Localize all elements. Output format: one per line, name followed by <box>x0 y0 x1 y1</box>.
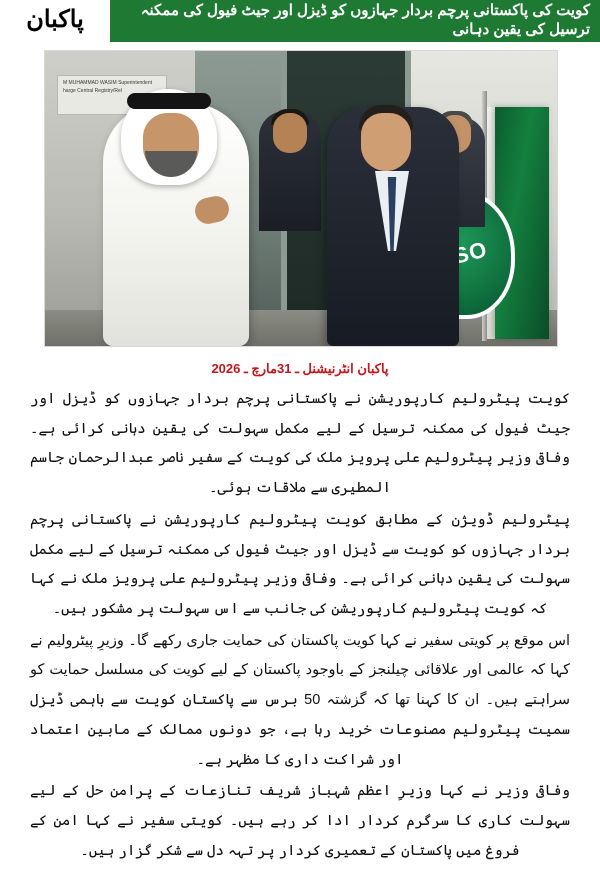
site-header <box>0 0 600 44</box>
site-logo[interactable] <box>0 0 112 42</box>
article-body <box>0 385 600 883</box>
official-in-suit-face <box>361 113 411 171</box>
article-paragraph: وفاقی وزیر نے کہا وزیرِ اعظم شہباز شریف تنازعات کے پرامن حل کے لیے سہولت کاری کا سرگرم کردار ادا کر رہے ہیں۔ کویتی سفیر نے کہا امن کے فروغ میں پاکستان کے تعمیری کردار پر تہہ دل سے شکر گزار ہیں۔ <box>30 783 570 859</box>
article-photo <box>44 50 558 347</box>
agal-cord <box>127 93 211 109</box>
article-paragraph: کویت پیٹرولیم کارپوریشن نے پاکستانی پرچم بردار جہازوں کو ڈیزل اور جیٹ فیول کی ممکنہ ترسیل کے لیے مکمل سہولت کی یقین دہانی کرائی ہے۔ وفاقی وزیر پیٹرولیم علی پرویز ملک کی کویت کے سفیر ناصر عبدالرحمان جاسم المطیری سے ملاقات ہوئی۔ <box>30 391 570 497</box>
wall-sign: M MUHAMMAD WASIM Superintendent harge Central Registry/Rel <box>57 75 167 115</box>
article-paragraph: پیٹرولیم ڈویژن کے مطابق کویت پیٹرولیم کارپوریشن نے پاکستانی پرچم بردار جہازوں کو کویت سے ڈیزل اور جیٹ فیول کی ممکنہ ترسیل کے لیے مکمل سہولت کی یقین دہانی کرائی ہے۔ وفاقی وزیر پیٹرولیم علی پرویز ملک نے کہا کہ کویت پیٹرولیم کارپوریشن کی جانب سے اس سہولت پر مشکور ہیں۔ <box>30 511 570 618</box>
headline-banner: کویت کی پاکستانی پرچم بردار جہازوں کو ڈیزل اور جیٹ فیول کی ممکنہ ترسیل کی یقین دہانی <box>140 2 590 38</box>
article-byline: پاکبان انٹرنیشنل ـ 31مارچ ـ 2026 <box>211 361 389 376</box>
site-logo-text: پاکبان <box>26 6 84 33</box>
article-paragraph: اس موقع پر کویتی سفیر نے کہا کویت پاکستان کی حمایت جاری رکھے گا۔ وزیرِ پیٹرولیم نے کہا کہ عالمی اور علاقائی چیلنجز کے باوجود پاکستان کے لیے کویت کی مسلسل حمایت کو سراہتے ہیں۔ ان کا کہنا تھا کہ گزشتہ 50 برس سے پاکستان کویت سے باہمی ڈیزل سمیت پیٹرولیم مصنوعات خرید رہا ہے، جو دونوں ممالک کے مابین اعتماد اور شراکت داری کا مظہر ہے۔ <box>30 632 570 768</box>
article-photo-container <box>0 44 600 347</box>
background-person-left-face <box>273 113 307 153</box>
